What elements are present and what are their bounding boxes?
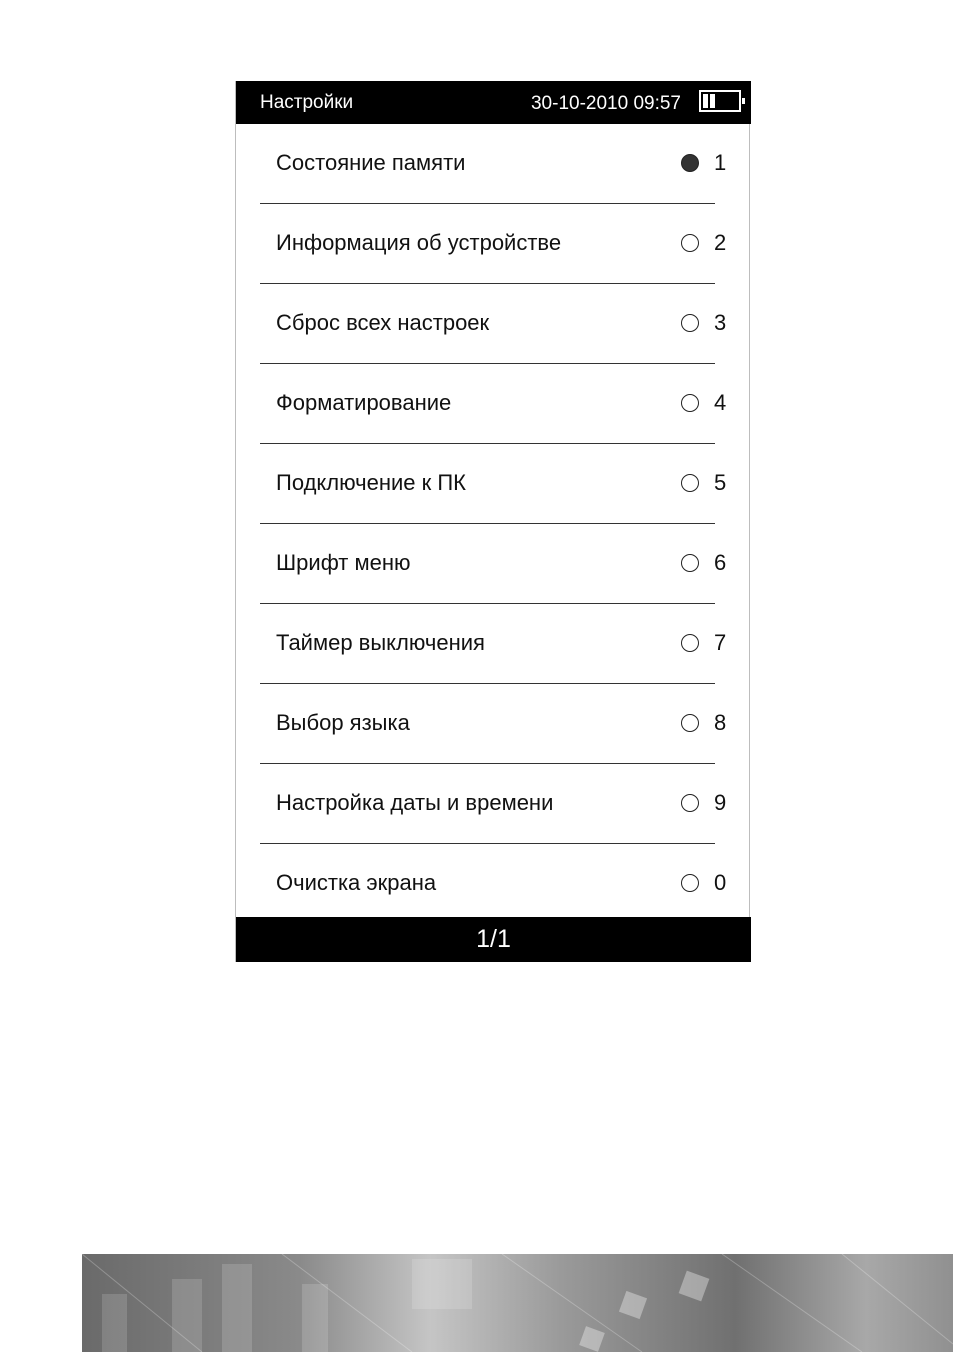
menu-item-language[interactable] <box>236 684 751 764</box>
menu-item-format[interactable] <box>236 364 751 444</box>
radio-icon[interactable] <box>681 314 699 332</box>
menu-item-number: 5 <box>714 470 727 495</box>
menu-item-number: 9 <box>714 790 727 815</box>
menu-item-number: 3 <box>714 310 727 335</box>
menu-item-label: Информация об устройстве <box>276 230 562 255</box>
menu-item-clear-screen[interactable] <box>236 844 751 924</box>
decorative-background-strip <box>82 1254 953 1352</box>
menu-item-number: 8 <box>714 710 727 735</box>
radio-icon[interactable] <box>681 634 699 652</box>
menu-item-menu-font[interactable] <box>236 524 751 604</box>
menu-item-label: Настройка даты и времени <box>276 790 554 815</box>
menu-item-device-info[interactable] <box>236 204 751 284</box>
menu-item-shutdown-timer[interactable] <box>236 604 751 684</box>
page-indicator <box>236 917 751 962</box>
menu-item-label: Сброс всех настроек <box>276 310 490 335</box>
menu-item-label: Состояние памяти <box>276 150 466 175</box>
radio-icon[interactable] <box>681 234 699 252</box>
settings-menu <box>236 124 751 924</box>
radio-selected-icon[interactable] <box>681 154 699 172</box>
menu-item-memory-status[interactable] <box>236 124 751 204</box>
menu-item-date-time[interactable] <box>236 764 751 844</box>
menu-item-label: Выбор языка <box>276 710 410 735</box>
menu-item-label: Форматирование <box>276 390 452 415</box>
status-bar <box>236 81 751 124</box>
radio-icon[interactable] <box>681 474 699 492</box>
menu-item-number: 0 <box>714 870 727 895</box>
radio-icon[interactable] <box>681 394 699 412</box>
radio-icon[interactable] <box>681 874 699 892</box>
page-number: 1/1 <box>476 925 511 953</box>
menu-item-label: Подключение к ПК <box>276 470 466 495</box>
menu-item-number: 4 <box>714 390 727 415</box>
menu-item-label: Очистка экрана <box>276 870 437 895</box>
menu-item-label: Таймер выключения <box>276 630 485 655</box>
device-screen <box>235 81 750 962</box>
page-title: Настройки <box>260 92 354 113</box>
menu-item-number: 1 <box>714 150 727 175</box>
menu-item-reset-settings[interactable] <box>236 284 751 364</box>
radio-icon[interactable] <box>681 794 699 812</box>
menu-item-label: Шрифт меню <box>276 550 411 575</box>
radio-icon[interactable] <box>681 554 699 572</box>
date-time: 30-10-2010 09:57 <box>530 93 681 114</box>
menu-item-pc-connection[interactable] <box>236 444 751 524</box>
radio-icon[interactable] <box>681 714 699 732</box>
menu-item-number: 7 <box>714 630 727 655</box>
decorative-pattern-icon <box>82 1254 953 1352</box>
menu-item-number: 2 <box>714 230 727 255</box>
battery-icon <box>699 90 741 112</box>
menu-item-number: 6 <box>714 550 727 575</box>
